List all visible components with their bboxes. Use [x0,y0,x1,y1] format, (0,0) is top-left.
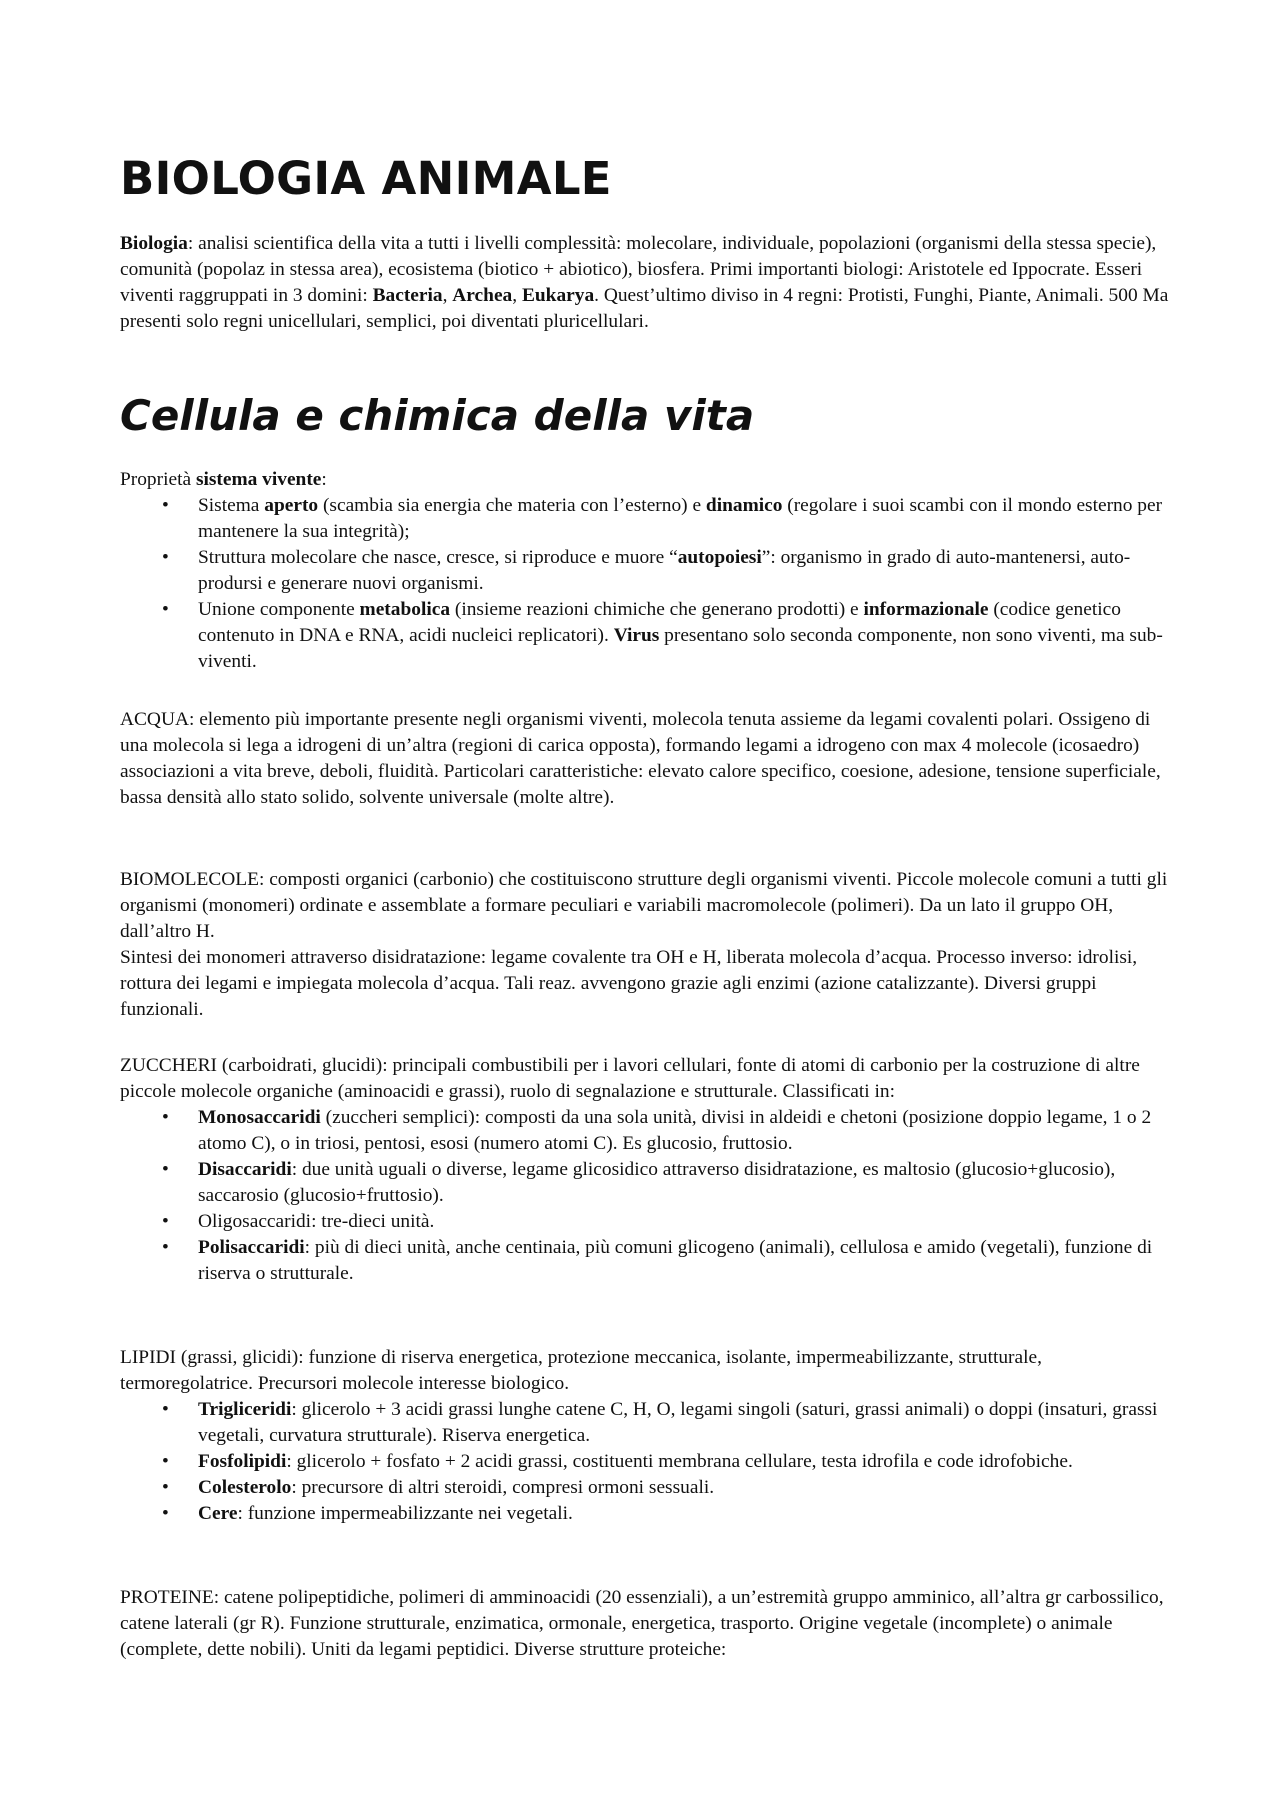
acqua-heading: ACQUA [120,709,189,730]
proteine-heading: PROTEINE [120,1587,214,1608]
zuccheri-list [120,1105,1170,1287]
intro-paragraph: Biologia: analisi scientifica della vita a tutti i livelli complessità: molecolare, individuale, popolazioni (organismi della stessa specie), comunità (popolaz in stessa area), ecosistema (biotico + abiotico), biosfera. Primi importanti biologi: Aristotele ed Ippocrate. Esseri viventi raggruppati in 3 domini: Bacteria, Archea, Eukarya. Quest’ultimo diviso in 4 regni: Protisti, Funghi, Piante, Animali. 500 Ma presenti solo regni unicellulari, semplici, poi diventati pluricellulari. [120,233,1169,332]
lipidi-section: LIPIDI (grassi, glicidi): funzione di riserva energetica, protezione meccanica, isolante, impermeabilizzante, strutturale, termoregolatrice. Precursori molecole interesse biologico. • Trigliceridi: glicerolo + 3 acidi grassi lunghe catene C, H, O, legami singoli (saturi, grassi animali) o doppi (insaturi, grassi vegetali, curvatura strutturale). Riserva energetica. • Fosfolipidi: glicerolo + fosfato + 2 acidi grassi, costituenti membrana cellulare, testa idrofila e code idrofobiche. • Colesterolo: precursore di altri steroidi, compresi ormoni sessuali. • Cere: funzione impermeabilizzante nei vegetali. [120,1345,1170,1527]
list-item: • Trigliceridi: glicerolo + 3 acidi grassi lunghe catene C, H, O, legami singoli (saturi, grassi animali) o doppi (insaturi, grassi vegetali, curvatura strutturale). Riserva energetica. [120,1397,1170,1449]
properties-block: Proprietà sistema vivente: • Sistema aperto (scambia sia energia che materia con l’esterno) e dinamico (regolare i suoi scambi con il mondo esterno per mantenere la sua integrità); • Struttura molecolare che nasce, cresce, si riproduce e muore “autopoiesi”: organismo in grado di auto-mantenersi, auto-prodursi e generare nuovi organismi. • Unione componente metabolica (insieme reazioni chimiche che generano prodotti) e informazionale (codice genetico contenuto in DNA e RNA, acidi nucleici replicatori). Virus presentano solo seconda componente, non sono viventi, ma sub-viventi. [120,467,1170,675]
properties-list [120,493,1170,675]
lipidi-heading: LIPIDI [120,1347,177,1368]
acqua-paragraph: ACQUA: elemento più importante presente negli organismi viventi, molecola tenuta assieme da legami covalenti polari. Ossigeno di una molecola si lega a idrogeni di un’altra (regioni di carica opposta), formando legami a idrogeno con max 4 molecole (icosaedro) associazioni a vita breve, deboli, fluidità. Particolari caratteristiche: elevato calore specifico, coesione, adesione, tensione superficiale, bassa densità allo stato solido, solvente universale (molte altre). [120,709,1161,808]
list-item: • Unione componente metabolica (insieme reazioni chimiche che generano prodotti) e informazionale (codice genetico contenuto in DNA e RNA, acidi nucleici replicatori). Virus presentano solo seconda componente, non sono viventi, ma sub-viventi. [120,597,1170,675]
list-item: • Polisaccaridi: più di dieci unità, anche centinaia, più comuni glicogeno (animali), cellulosa e amido (vegetali), funzione di riserva o strutturale. [120,1235,1170,1287]
zuccheri-heading: ZUCCHERI [120,1055,217,1076]
lipidi-list [120,1397,1170,1527]
list-item: • Cere: funzione impermeabilizzante nei vegetali. [120,1501,1170,1527]
list-item: • Colesterolo: precursore di altri steroidi, compresi ormoni sessuali. [120,1475,1170,1501]
list-item: • Fosfolipidi: glicerolo + fosfato + 2 acidi grassi, costituenti membrana cellulare, testa idrofila e code idrofobiche. [120,1449,1170,1475]
list-item: • Disaccaridi: due unità uguali o diverse, legame glicosidico attraverso disidratazione, es maltosio (glucosio+glucosio), saccarosio (glucosio+fruttosio). [120,1157,1170,1209]
list-item: • Struttura molecolare che nasce, cresce, si riproduce e muore “autopoiesi”: organismo in grado di auto-mantenersi, auto-prodursi e generare nuovi organismi. [120,545,1170,597]
zuccheri-section: ZUCCHERI (carboidrati, glucidi): principali combustibili per i lavori cellulari, fonte di atomi di carbonio per la costruzione di altre piccole molecole organiche (aminoacidi e grassi), ruolo di segnalazione e strutturale. Classificati in: • Monosaccaridi (zuccheri semplici): composti da una sola unità, divisi in aldeidi e chetoni (posizione doppio legame, 1 o 2 atomo C), o in triosi, pentosi, esosi (numero atomi C). Es glucosio, fruttosio. • Disaccaridi: due unità uguali o diverse, legame glicosidico attraverso disidratazione, es maltosio (glucosio+glucosio), saccarosio (glucosio+fruttosio). • Oligosaccaridi: tre-dieci unità. • Polisaccaridi: più di dieci unità, anche centinaia, più comuni glicogeno (animali), cellulosa e amido (vegetali), funzione di riserva o strutturale. [120,1053,1170,1287]
biomolecole-heading: BIOMOLECOLE [120,869,259,890]
list-item: • Monosaccaridi (zuccheri semplici): composti da una sola unità, divisi in aldeidi e chetoni (posizione doppio legame, 1 o 2 atomo C), o in triosi, pentosi, esosi (numero atomi C). Es glucosio, fruttosio. [120,1105,1170,1157]
list-item: • Sistema aperto (scambia sia energia che materia con l’esterno) e dinamico (regolare i suoi scambi con il mondo esterno per mantenere la sua integrità); [120,493,1170,545]
biomolecole-paragraph: BIOMOLECOLE: composti organici (carbonio) che costituiscono strutture degli organismi viventi. Piccole molecole comuni a tutti gli organismi (monomeri) ordinate e assemblate a formare peculiari e variabili macromolecole (polimeri). Da un lato il gruppo OH, dall’altro H. Sintesi dei monomeri attraverso disidratazione: legame covalente tra OH e H, liberata molecola d’acqua. Processo inverso: idrolisi, rottura dei legami e impiegata molecola d’acqua. Tali reaz. avvengono grazie agli enzimi (azione catalizzante). Diversi gruppi funzionali. [120,869,1168,1020]
list-item: • Oligosaccaridi: tre-dieci unità. [120,1209,1170,1235]
document-title: BIOLOGIA ANIMALE [120,152,612,205]
proteine-paragraph: PROTEINE: catene polipeptidiche, polimeri di amminoacidi (20 essenziali), a un’estremità gruppo amminico, all’altra gr carbossilico, catene laterali (gr R). Funzione strutturale, enzimatica, ormonale, energetica, trasporto. Origine vegetale (incomplete) o animale (complete, dette nobili). Uniti da legami peptidici. Diverse strutture proteiche: [120,1587,1164,1660]
term-biologia: Biologia [120,233,188,254]
section-title: Cellula e chimica della vita [120,391,755,440]
